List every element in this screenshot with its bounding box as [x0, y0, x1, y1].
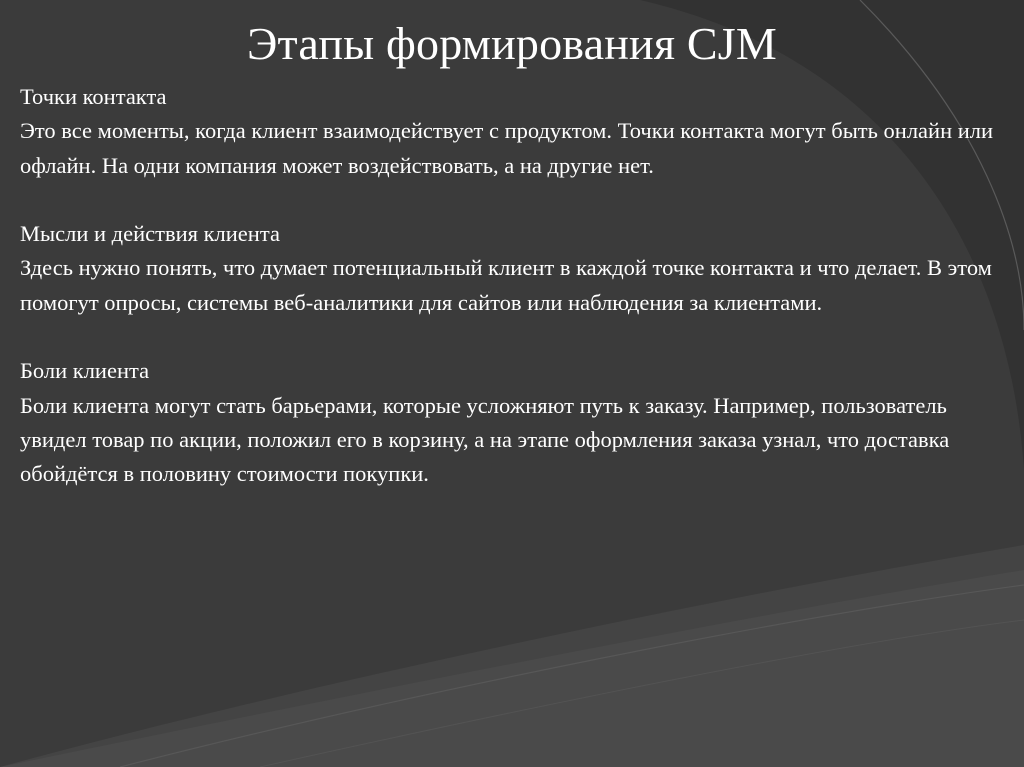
section-body: Здесь нужно понять, что думает потенциальный клиент в каждой точке контакта и что делает. В этом помогут опросы, системы веб-аналитики для сайтов или наблюдения за клиентами.: [20, 255, 992, 315]
section-heading: Мысли и действия клиента: [20, 221, 280, 247]
section-heading: Точки контакта: [20, 84, 167, 109]
section-heading: Боли клиента: [20, 358, 150, 384]
section-client-pains: [20, 354, 1000, 491]
section-client-thoughts: [20, 217, 1000, 320]
section-body: Это все моменты, когда клиент взаимодействует с продуктом. Точки контакта могут быть онлайн или офлайн. На одни компания может воздействовать, а на другие нет.: [20, 118, 994, 178]
section-body: Боли клиента могут стать барьерами, которые усложняют путь к заказу. Например, пользователь увидел товар по акции, положил его в корзину, а на этапе оформления заказа узнал, что доставка обойдётся в половину стоимости покупки.: [20, 392, 950, 487]
section-touchpoints: [20, 80, 1000, 183]
slide-content: [20, 80, 1000, 526]
slide-title: Этапы формирования CJM: [246, 18, 777, 69]
